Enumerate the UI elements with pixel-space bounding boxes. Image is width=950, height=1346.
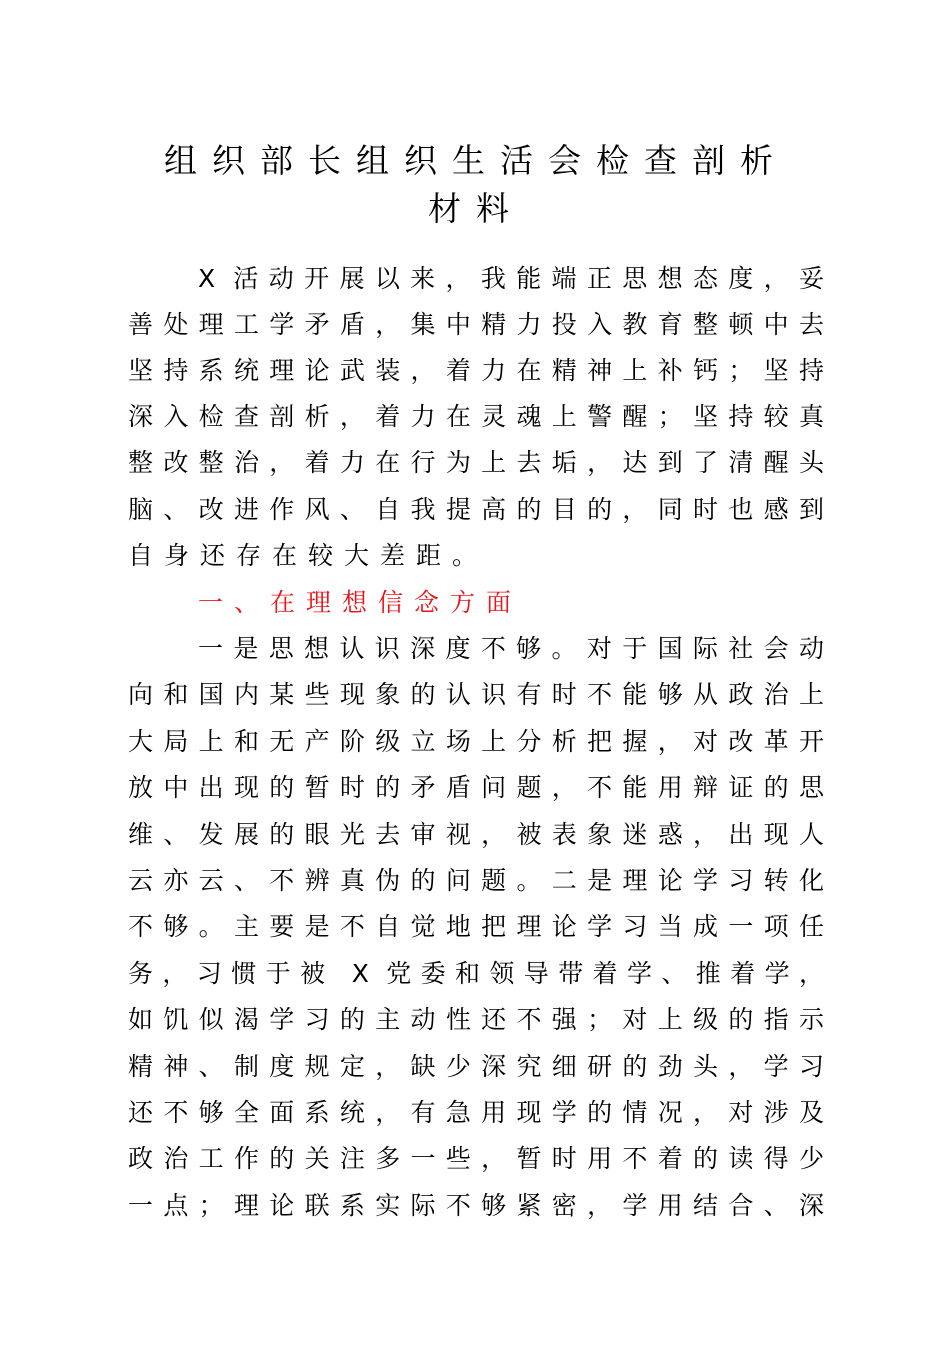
body-line: 还不够全面系统，有急用现学的情况，对涉及 bbox=[128, 1098, 824, 1127]
body-line: 政治工作的关注多一些，暂时用不着的读得少 bbox=[128, 1144, 824, 1173]
body-line: 精神、制度规定，缺少深究细研的劲头，学习 bbox=[128, 1052, 824, 1081]
body-line: 不够。主要是不自觉地把理论学习当成一项任 bbox=[128, 912, 824, 941]
intro-line: 善处理工学矛盾，集中精力投入教育整顿中去 bbox=[128, 310, 824, 339]
body-line: 一是思想认识深度不够。对于国际社会动 bbox=[198, 634, 824, 663]
body-line: 一点；理论联系实际不够紧密，学用结合、深 bbox=[128, 1191, 824, 1220]
section-heading: 一、在理想信念方面 bbox=[198, 588, 523, 617]
body-line: 云亦云、不辨真伪的问题。二是理论学习转化 bbox=[128, 866, 824, 895]
intro-line: 自身还存在较大差距。 bbox=[128, 541, 489, 570]
body-line: 大局上和无产阶级立场上分析把握，对改革开 bbox=[128, 727, 824, 756]
intro-line: 脑、改进作风、自我提高的目的，同时也感到 bbox=[128, 495, 824, 524]
body-line: 维、发展的眼光去审视，被表象迷惑，出现人 bbox=[128, 820, 824, 849]
body-line: 如饥似渴学习的主动性还不强；对上级的指示 bbox=[128, 1005, 824, 1034]
body-line: 务，习惯于被 X 党委和领导带着学、推着学， bbox=[128, 959, 824, 988]
intro-line: 坚持系统理论武装，着力在精神上补钙；坚持 bbox=[128, 356, 824, 385]
intro-line: 深入检查剖析，着力在灵魂上警醒；坚持较真 bbox=[128, 402, 824, 431]
document-title-line-1: 组织部长组织生活会检查剖析 bbox=[164, 141, 788, 180]
body-line: 放中出现的暂时的矛盾问题，不能用辩证的思 bbox=[128, 773, 824, 802]
intro-line: X 活动开展以来，我能端正思想态度，妥 bbox=[198, 264, 824, 293]
document-title-line-2: 材料 bbox=[428, 189, 524, 228]
body-line: 向和国内某些现象的认识有时不能够从政治上 bbox=[128, 680, 824, 709]
intro-line: 整改整治，着力在行为上去垢，达到了清醒头 bbox=[128, 448, 824, 477]
